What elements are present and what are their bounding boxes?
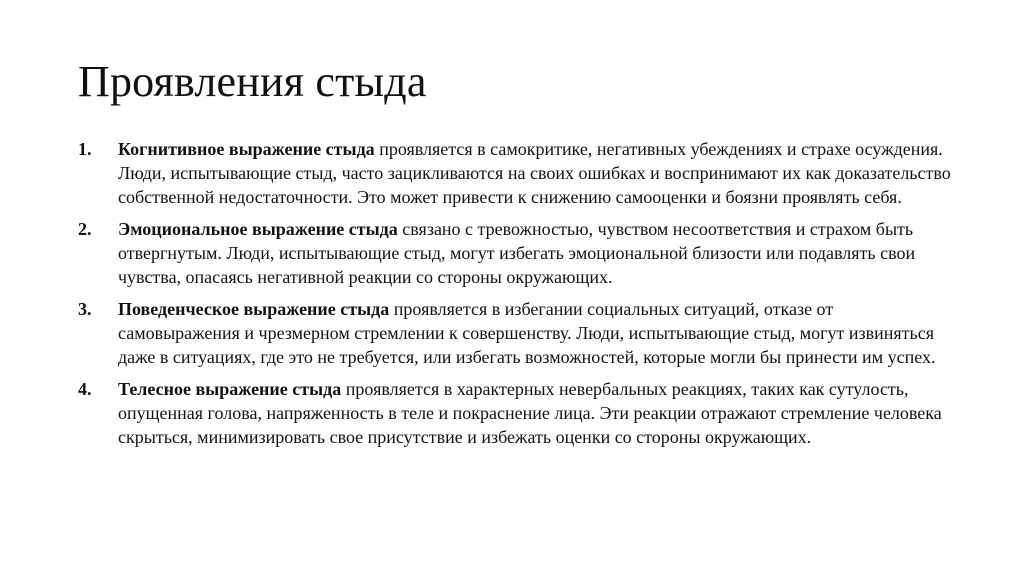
item-term: Телесное выражение стыда xyxy=(118,379,342,399)
list-item xyxy=(78,137,958,209)
item-term: Эмоциональное выражение стыда xyxy=(118,219,398,239)
item-number: 2. xyxy=(78,219,92,239)
item-term: Поведенческое выражение стыда xyxy=(118,299,390,319)
numbered-list xyxy=(78,137,958,457)
item-term: Когнитивное выражение стыда xyxy=(118,139,375,159)
item-number: 1. xyxy=(78,139,92,159)
list-item xyxy=(78,377,958,449)
list-item xyxy=(78,217,958,289)
item-text: проявляется в избегании социальных ситуаций, отказе от самовыражения и чрезмерном стремлении к совершенству. Люди, испытывающие стыд, могут извиняться даже в ситуациях, где это не требуется, или избегать возможностей, которые могли бы принести им успех. xyxy=(118,299,936,367)
item-text: проявляется в самокритике, негативных убеждениях и страхе осуждения. Люди, испытывающие стыд, часто зацикливаются на своих ошибках и воспринимают их как доказательство собственной недостаточности. Это может привести к снижению самооценки и боязни проявлять себя. xyxy=(118,139,951,207)
item-text: связано с тревожностью, чувством несоответствия и страхом быть отвергнутым. Люди, испытывающие стыд, могут избегать эмоциональной близости или подавлять свои чувства, опасаясь негативной реакции со стороны окружающих. xyxy=(118,219,916,287)
item-number: 3. xyxy=(78,299,92,319)
item-number: 4. xyxy=(78,379,92,399)
slide-title: Проявления стыда xyxy=(78,57,427,106)
list-item xyxy=(78,297,958,369)
item-text: проявляется в характерных невербальных реакциях, таких как сутулость, опущенная голова, напряженность в теле и покраснение лица. Эти реакции отражают стремление человека скрыться, минимизировать свое присутствие и избежать оценки со стороны окружающих. xyxy=(118,379,942,447)
